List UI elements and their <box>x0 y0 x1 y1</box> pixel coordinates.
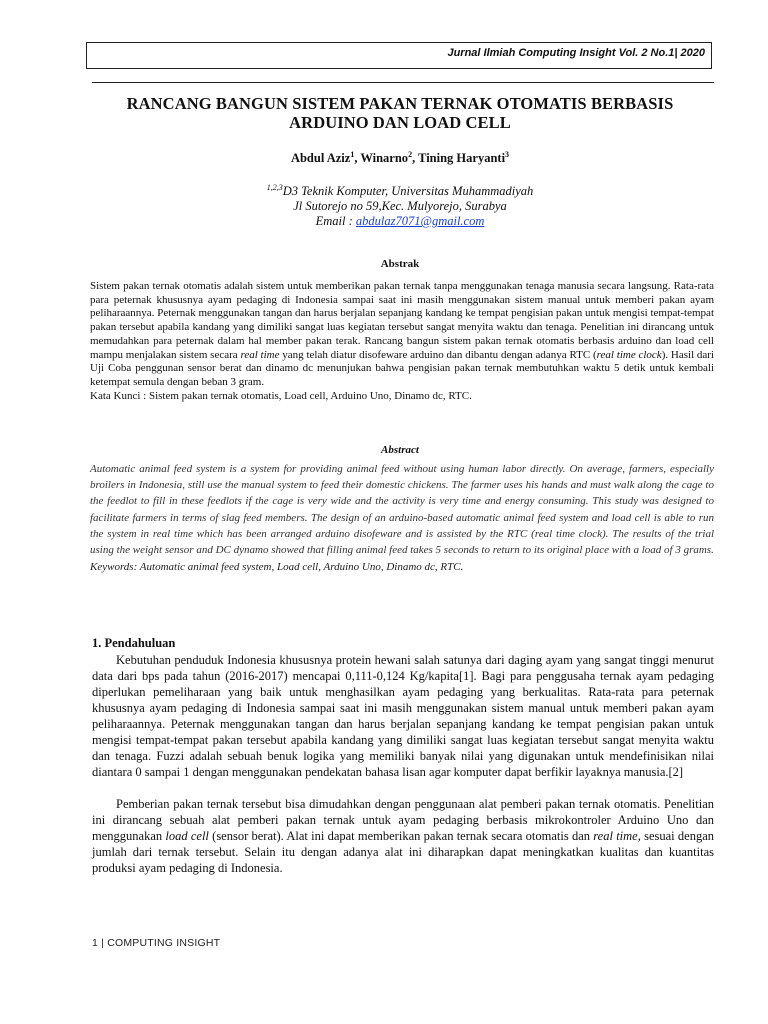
p2-text-3: , sesuai dengan jumlah dari ternak tersebut. Selain itu dengan adanya alat ini diharapkan dapat meningkatkan kualitas dan kuantitas produksi ayam pedaging di Indonesia. <box>92 829 715 875</box>
header-divider <box>92 82 714 83</box>
affiliation-dept: D3 Teknik Komputer, Universitas Muhammadiyah <box>282 184 534 199</box>
author-1-sup: 1 <box>350 150 355 159</box>
abstrak-text-1: Sistem pakan ternak otomatis adalah sistem untuk memberikan pakan ternak tanpa menggunakan tenaga manusia secara langsung. Rata-rata para peternak khususnya ayam pedaging di Indonesia sampai saat ini masih menggunakan sistem manual untuk memberi pakan ayam peliharaannya. Peternak menggunakan tangan dan harus berjalan sepanjang kandang ke tempat pengisian pakan untuk mengisi tempat-tempat pakan tersebut apabila kandang yang dimiliki sangat luas kegiatan tersebut sangat menyita waktu dan tenaga. Penelitian ini dirancang untuk memudahkan para peternak dalam hal member pakan terak. Rancang bangun sistem pakan ternak otomatis berbasis arduino dan load cell mampu menjalakan sistem secara <box>90 280 714 361</box>
affiliation-address: Jl Sutorejo no 59,Kec. Mulyorejo, Surabya <box>293 199 507 214</box>
p2-italic-1: load cell <box>165 829 209 843</box>
abstrak-italic-2: real time clock <box>596 348 662 361</box>
author-1: Abdul Aziz <box>290 151 351 166</box>
journal-header-box <box>86 42 712 69</box>
author-2-sup: 2 <box>408 150 413 159</box>
abstrak-paragraph <box>90 280 714 390</box>
abstrak-text-3: ). Hasil dari Uji Coba penggunan sensor berat dan dinamo dc menunjukan bahwa pengisian pakan ternak membutuhkan waktu 5 detik untuk kembali ketempat semula dengan beban 3 gram. <box>90 348 715 388</box>
p2-text-1: Pemberian pakan ternak tersebut bisa dimudahkan dengan penggunaan alat pemberi pakan ternak otomatis. Penelitian ini dirancang sebuah alat pemberi pakan ternak untuk ayam pedaging berbasis mikrokontroler Arduino Uno dan menggunakan <box>92 797 714 843</box>
affiliation-sup: 1,2,3 <box>266 183 283 192</box>
paper-title <box>80 94 720 132</box>
p2-text-2: (sensor berat). Alat ini dapat memberikan pakan ternak secara otomatis dan <box>208 829 594 843</box>
affiliation-dept-line <box>80 180 720 199</box>
section-heading-pendahuluan: 1. Pendahuluan <box>92 636 176 650</box>
section-paragraph-2 <box>92 796 714 876</box>
abstrak-body <box>90 280 714 403</box>
author-3-sup: 3 <box>505 150 510 159</box>
section-paragraph-1: Kebutuhan penduduk Indonesia khususnya protein hewani salah satunya dari daging ayam yang sangat tinggi menurut data dari bps pada tahun (2016-2017) mencapai 0,111-0,124 Kg/kapita[1]. Bagi para penggusaha ternak ayam pedaging diperlukan pemeliharaan yang baik untuk menghasilkan ayam pedaging yang berkualitas. Rata-rata para peternak khususnya ayam pedaging di Indonesia sampai saat ini masih menggunakan sistem manual untuk memberi pakan ayam peliharaannya. Peternak menggunakan tangan dan harus berjalan sepanjang kandang ke tempat pengisian pakan untuk mengisi tempat-tempat pakan tersebut apabila kandang yang dimiliki sangat luas kegiatan tersebut sangat menyita waktu dan tenaga. Fuzzi adalah sebuah benuk logika yang memiliki banyak nilai yang digunakan untuk mendefinisikan nilai diantara 0 sampai 1 dengan menggunakan pendekatan bahasa lisan agar komputer dapat berfikir layaknya manusia.[2] <box>92 653 714 779</box>
affiliation <box>80 180 720 229</box>
journal-header-text: Jurnal Ilmiah Computing Insight Vol. 2 No.1| 2020 <box>447 47 705 59</box>
abstract-keywords: Keywords: Automatic animal feed system, Load cell, Arduino Uno, Dinamo dc, RTC. <box>90 561 464 574</box>
abstract-paragraph: Automatic animal feed system is a system for providing animal feed without using human labor directly. On average, farmers, especially broilers in Indonesia, still use the manual system to feed their domestic chickens. The farmer uses his hands and must walk along the cage to the feedlot to fill in these feedlots if the cage is very wide and the activity is very time and energy consuming. This study was designed to facilitate farmers in terms of slag feed members. The design of an arduino-based automatic animal feed system and load cell is able to run the system in real time which has been arranged arduino disofeware and is assisted by the RTC (real time clock). The results of the trial using the weight sensor and DC dynamo showed that filling animal feed takes 5 seconds to return to its original place with a load of 3 grams. <box>90 463 714 557</box>
abstract-heading: Abstract <box>381 444 419 456</box>
author-2: Winarno <box>360 151 409 166</box>
p2-italic-2: real time <box>593 829 638 843</box>
email-label: Email : <box>315 214 356 229</box>
section-body-pendahuluan <box>92 652 714 876</box>
abstract-body <box>90 461 714 575</box>
abstrak-keywords: Kata Kunci : Sistem pakan ternak otomatis, Load cell, Arduino Uno, Dinamo dc, RTC. <box>90 389 472 402</box>
abstrak-text-2: yang telah diatur disofeware arduino dan dibantu dengan adanya RTC ( <box>279 348 597 361</box>
email-link[interactable]: abdulaz7071@gmail.com <box>355 214 485 229</box>
author-list: Abdul Aziz$^1$, Winarno$^2$, Tining Haryanti$^3$ <box>290 150 510 166</box>
page-footer: 1 | COMPUTING INSIGHT <box>92 937 221 949</box>
paper-title-line-2: ARDUINO DAN LOAD CELL <box>289 113 511 132</box>
affiliation-email-line <box>80 214 720 229</box>
author-3: Tining Haryanti <box>418 151 506 166</box>
abstrak-italic-1: real time <box>240 348 280 361</box>
paper-title-line-1: RANCANG BANGUN SISTEM PAKAN TERNAK OTOMATIS BERBASIS <box>126 94 674 113</box>
abstrak-heading: Abstrak <box>380 258 420 270</box>
